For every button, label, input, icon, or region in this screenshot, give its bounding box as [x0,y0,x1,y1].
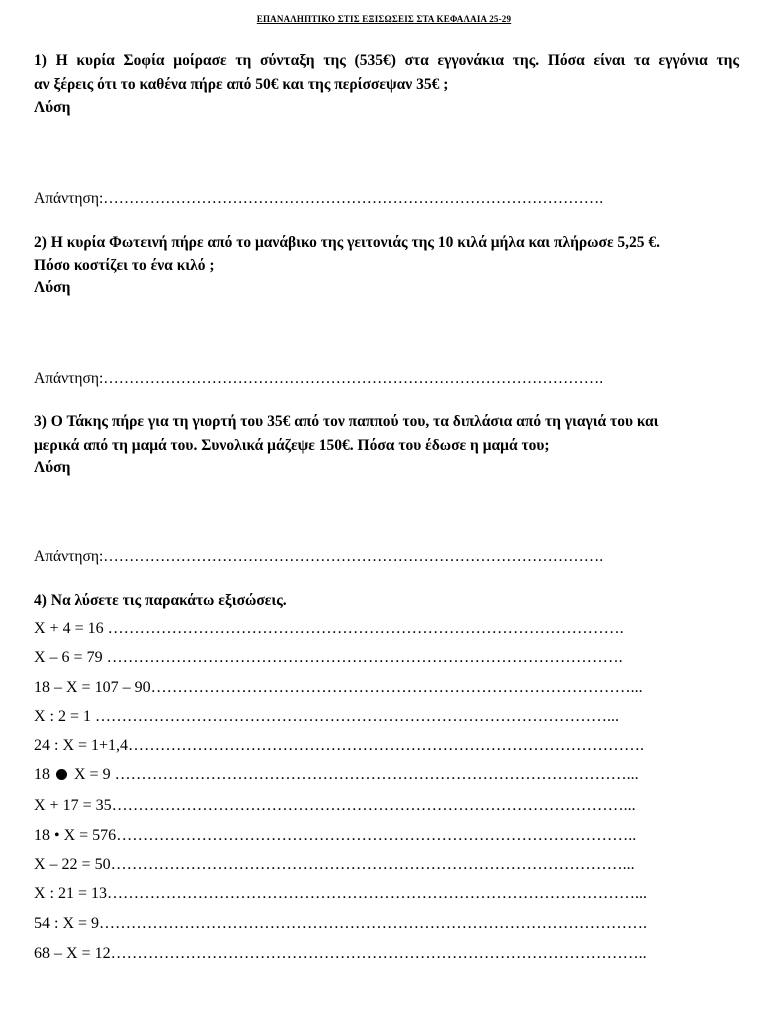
problem-2-answer-line: Απάντηση:……………………………………………………………………………………. [34,370,604,387]
problem-1-solution-label: Λύση [34,99,71,116]
equation-row [34,737,644,755]
problem-2-solution-label: Λύση [34,279,71,296]
equation-text: 54 : Χ = 9 [34,915,100,932]
equation-text: 18 • Χ = 576 [34,827,117,844]
problem-3-solution-label: Λύση [34,459,71,476]
problem-1-text-line-1: 1) Η κυρία Σοφία μοίρασε τη σύνταξη της (535€) στα εγγονάκια της. Πόσα είναι τα εγγόνια της [34,52,739,69]
equation-row [34,945,647,963]
answer-dots: ………………………………………………………………………………………... [107,885,648,902]
problem-3-text-line-1: 3) Ο Τάκης πήρε για τη γιορτή του 35€ από τον παππού του, τα διπλάσια από τη γιαγιά του και [34,413,659,430]
worksheet-title: ΕΠΑΝΑΛΗΠΤΙΚΟ ΣΤΙΣ ΕΞΙΣΩΣΕΙΣ ΣΤΑ ΚΕΦΑΛΑΙΑ 25-29 [256,14,512,24]
equation-row [34,766,639,784]
equation-text: Χ + 17 = 35 [34,797,112,814]
answer-dots: ……………………………………………………………………………………. [102,649,623,666]
answer-dots: ……………………………………………………………………………………... [110,766,639,783]
equation-row [34,708,619,726]
equation-text: 68 – Χ = 12 [34,945,111,962]
answer-dots: ………………………………………………………………………………... [150,679,643,696]
answer-dots: ……………………………………………………………………………………... [111,797,636,814]
equation-text: Χ + 4 = 16 [34,620,104,637]
problem-3-answer-line: Απάντηση:……………………………………………………………………………………. [34,548,604,565]
problem-2-text-line-1: 2) Η κυρία Φωτεινή πήρε από το μανάβικο της γειτονιάς της 10 κιλά μήλα και πλήρωσε 5,25 €. [34,234,661,251]
equation-text-left: 18 [34,766,50,783]
equation-text: Χ – 22 = 50 [34,856,111,873]
equation-text-right: Χ = 9 [74,766,111,783]
equation-row [34,915,647,933]
answer-dots: ……………………………………………………………………………………….. [110,945,647,962]
equation-row [34,649,623,667]
answer-dots: ……………………………………………………………………………………... [110,856,635,873]
equation-text: Χ – 6 = 79 [34,649,103,666]
equation-row [34,679,643,697]
answer-dots: …………………………………………………………………………………….. [116,827,637,844]
problem-1-answer-line: Απάντηση:……………………………………………………………………………………. [34,190,604,207]
equation-row [34,620,624,638]
problem-3-text-line-2: μερικά από τη μαμά του. Συνολικά μάζεψε 150€. Πόσα του έδωσε η μαμά του; [34,437,550,454]
problem-1-text-line-2: αν ξέρεις ότι το καθένα πήρε από 50€ και της περίσσεψαν 35€ ; [34,76,449,93]
answer-dots: ……………………………………………………………………………………. [103,620,624,637]
equation-text: Χ : 2 = 1 [34,708,92,725]
equation-row [34,885,647,903]
answer-dots: …………………………………………………………………………………………. [99,915,648,932]
answer-dots: ……………………………………………………………………………………... [91,708,620,725]
equation-row [34,856,635,874]
equation-row [34,797,636,815]
answer-dots: ……………………………………………………………………………………. [128,737,645,754]
equation-text: 24 : Χ = 1+1,4 [34,737,129,754]
equation-text: Χ : 21 = 13 [34,885,108,902]
problem-2-text-line-2: Πόσο κοστίζει το ένα κιλό ; [34,257,215,274]
equation-text: 18 – Χ = 107 – 90 [34,679,151,696]
equations-heading: 4) Να λύσετε τις παρακάτω εξισώσεις. [34,592,287,609]
equation-row [34,827,636,845]
bullet-multiply-icon [56,769,67,780]
